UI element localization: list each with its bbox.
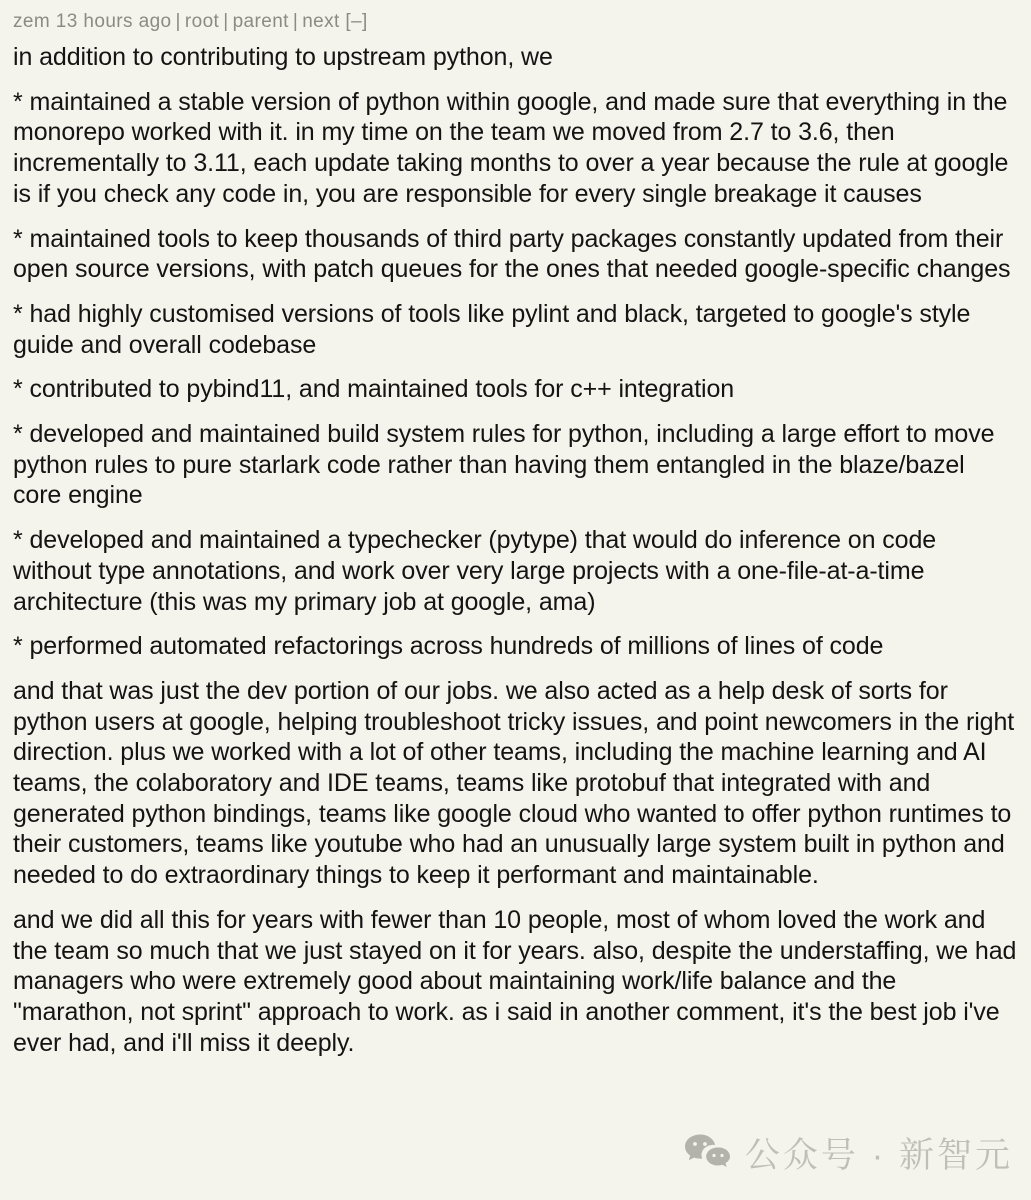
wechat-chat-bubbles-icon xyxy=(684,1133,731,1173)
comment-paragraph: * maintained tools to keep thousands of third party packages constantly updated from their open source versions, with patch queues for the ones that needed google-specific changes xyxy=(13,224,1011,284)
comment-paragraph: * contributed to pybind11, and maintained tools for c++ integration xyxy=(13,375,735,404)
comment-root-link[interactable]: root xyxy=(184,11,220,32)
comment-paragraph: * developed and maintained a typechecker (pytype) that would do inference on code without type annotations, and work over very large projects with a one-file-at-a-time architecture (this was my primary job at google, ama) xyxy=(13,526,937,616)
collapse-toggle[interactable]: [–] xyxy=(345,11,368,32)
comment-paragraph: and we did all this for years with fewer than 10 people, most of whom loved the work and the team so much that we just stayed on it for years. also, despite the understaffing, we had managers who were extremely good about maintaining work/life balance and the "marathon, not sprint" approach to work. as i said in another comment, it's the best job i've ever had, and i'll miss it deeply. xyxy=(13,905,1017,1057)
watermark xyxy=(684,1128,1013,1178)
comment-body xyxy=(13,42,1019,1058)
comment-author-link[interactable]: zem xyxy=(13,11,51,32)
comment-paragraph: * maintained a stable version of python within google, and made sure that everything in the monorepo worked with it. in my time on the team we moved from 2.7 to 3.6, then incrementally to 3.11, each update taking months to over a year because the rule at google is if you check any code in, you are responsible for every single breakage it causes xyxy=(13,87,1009,208)
comment-next-link[interactable]: next xyxy=(302,11,340,32)
comment-paragraph: * performed automated refactorings across hundreds of millions of lines of code xyxy=(13,632,884,661)
comment-age-link[interactable]: 13 hours ago xyxy=(55,11,172,32)
comment-paragraph: * had highly customised versions of tools like pylint and black, targeted to google's style guide and overall codebase xyxy=(13,299,971,359)
comment-paragraph: * developed and maintained build system rules for python, including a large effort to move python rules to pure starlark code rather than having them entangled in the blaze/bazel core engine xyxy=(13,420,995,510)
comment-parent-link[interactable]: parent xyxy=(232,11,289,32)
comment-paragraph: and that was just the dev portion of our jobs. we also acted as a help desk of sorts for python users at google, helping troubleshoot tricky issues, and point newcomers in the right direction. plus we worked with a lot of other teams, including the machine learning and AI teams, the colaboratory and IDE teams, teams like protobuf that integrated with and generated python bindings, teams like google cloud who wanted to offer python runtimes to their customers, teams like youtube who had an unusually large system built in python and needed to do extraordinary things to keep it performant and maintainable. xyxy=(13,676,1015,890)
separator: | xyxy=(223,11,229,32)
separator: | xyxy=(175,11,181,32)
comment-paragraph: in addition to contributing to upstream python, we xyxy=(13,43,553,71)
separator: | xyxy=(292,11,299,32)
watermark-text: 公众号 · 新智元 xyxy=(744,1136,1013,1175)
comment-header xyxy=(13,10,1019,34)
